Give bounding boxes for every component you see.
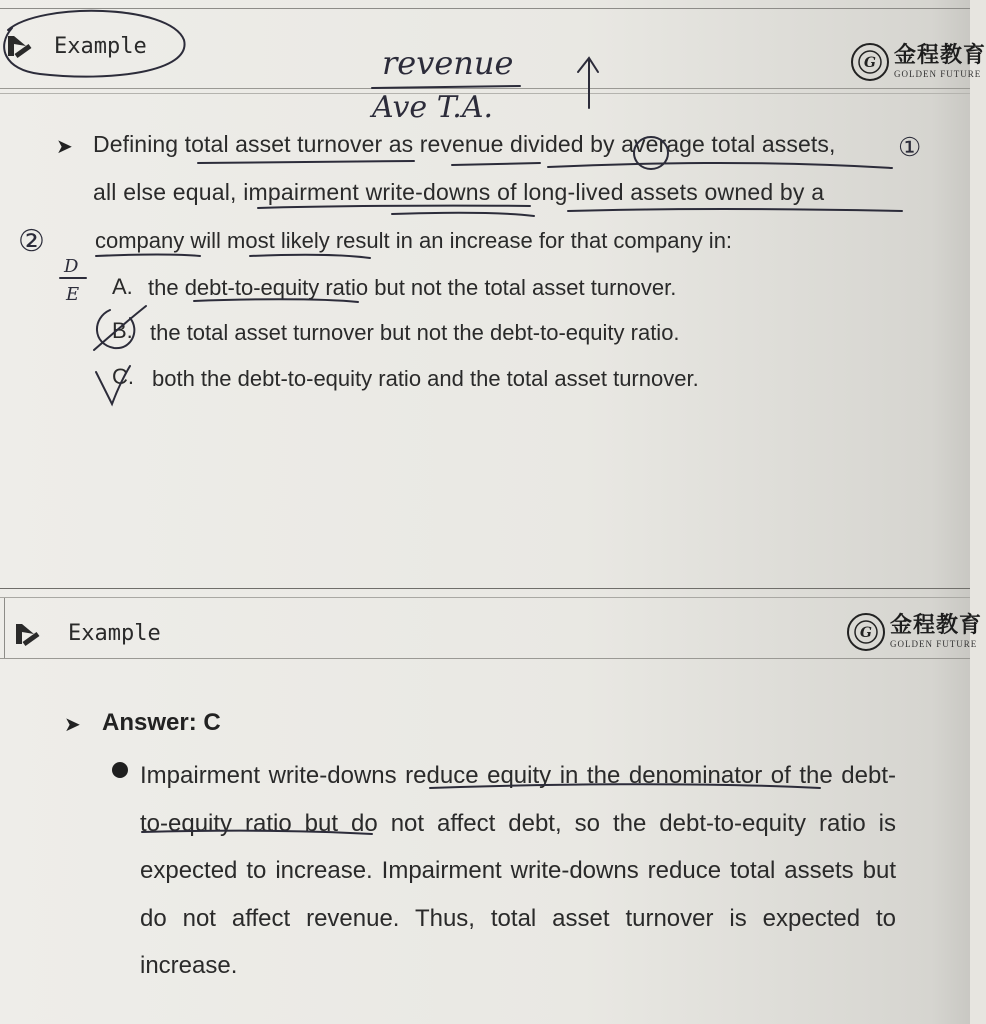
brand-name-en: GOLDEN FUTURE: [894, 69, 982, 79]
svg-text:G: G: [864, 55, 876, 71]
panel-divider: [0, 588, 970, 589]
question-line: company will most likely result in an increase for that company in:: [95, 228, 733, 253]
bottom-panel-left-border: [4, 598, 5, 658]
golden-future-seal-icon: [850, 42, 890, 82]
handwritten-ratio-top: D: [64, 256, 79, 277]
option-text: both the debt-to-equity ratio and the total asset turnover.: [152, 366, 699, 391]
answer-label: Answer: C: [102, 709, 221, 736]
brand-name-en: GOLDEN FUTURE: [890, 639, 978, 649]
golden-future-seal-icon: [846, 612, 886, 652]
option-text: the total asset turnover but not the debt-to-equity ratio.: [150, 320, 680, 345]
handwritten-note-2: ②: [18, 224, 45, 259]
bullet-arrow: ➤: [56, 136, 73, 158]
question-line: all else equal, impairment write-downs of long-lived assets owned by a: [93, 179, 825, 205]
play-arrow-icon: [6, 34, 32, 58]
brand-logo: [846, 612, 982, 652]
handwritten-denominator: Ave T.A.: [372, 90, 494, 125]
handwritten-note-1: ①: [898, 133, 922, 163]
top-header-rule: [0, 88, 970, 89]
bullet-dot: [112, 762, 128, 778]
question-line: Defining total asset turnover as revenue divided by average total assets,: [93, 131, 836, 157]
option-text: the debt-to-equity ratio but not the total asset turnover.: [148, 275, 677, 300]
brand-name-cn: 金程教育: [894, 43, 986, 68]
handwritten-ratio-bottom: E: [66, 284, 80, 305]
svg-text:G: G: [860, 625, 872, 641]
brand-name-cn: 金程教育: [890, 613, 983, 638]
top-rule: [0, 8, 970, 9]
answer-explanation: Impairment write-downs reduce equity in the denominator of the debt-to-equity ratio but do not affect debt, so the debt-to-equity ratio is expected to increase. Impairment write-downs reduce total assets but do not affect revenue. Thus, total asset turnover is expected to increase.: [140, 762, 896, 979]
play-arrow-icon: [14, 622, 40, 646]
bottom-header-rule: [0, 658, 970, 659]
brand-logo: [850, 42, 986, 82]
handwritten-numerator: revenue: [382, 44, 514, 82]
section-title: Example: [54, 34, 147, 59]
section-title: Example: [68, 621, 161, 646]
option-letter: A.: [112, 274, 133, 299]
bullet-arrow: ➤: [64, 714, 81, 736]
panel-divider-2: [0, 597, 970, 598]
option-letter: B.: [112, 318, 133, 343]
option-letter: C.: [112, 364, 134, 389]
